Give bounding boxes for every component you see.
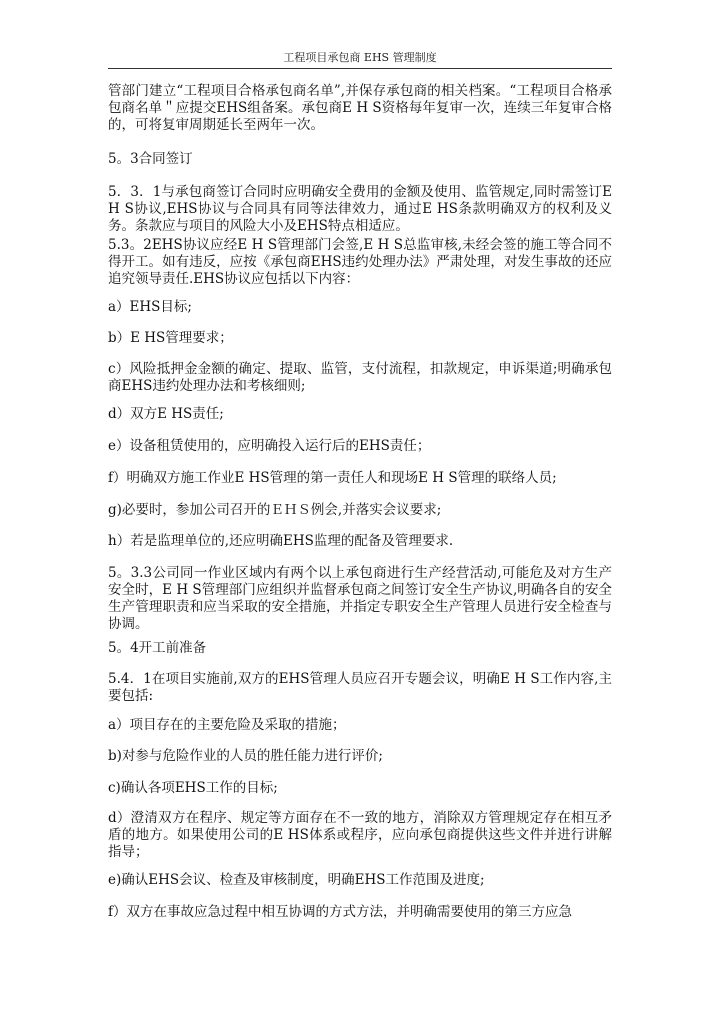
- list-item-f-emergency-coordination: f）双方在事故应急过程中相互协调的方式方法，并明确需要使用的第三方应急: [108, 904, 572, 920]
- list-item-e-equipment-leasing: e）设备租赁使用的，应明确投入运行后的EHS责任；: [108, 438, 431, 454]
- list-item-b-ehs-requirements: b）E HS管理要求；: [108, 330, 233, 346]
- page-header: 工程项目承包商 EHS 管理制度: [283, 51, 437, 64]
- paragraph-5-3-1: 5．3．1与承包商签订合同时应明确安全费用的金额及使用、监管规定,同时需签订E H S协议,EHS协议与合同具有同等法律效力，通过E HS条款明确双方的权利及义务。条款应与项目的风险大小及EHS特点相适应。: [108, 184, 612, 234]
- list-item-a-ehs-target: a）EHS目标;: [108, 299, 192, 315]
- paragraph-5-3-3: 5。3.3公司同一作业区域内有两个以上承包商进行生产经营活动,可能危及对方生产安全时，E H S管理部门应组织并监督承包商之间签订安全生产协议,明确各自的安全生产管理职责和应当采取的安全措施，并指定专职安全生产管理人员进行安全检查与协调。: [108, 565, 612, 632]
- paragraph-5-4-1: 5.4．1在项目实施前,双方的EHS管理人员应召开专题会议，明确E H S工作内容,主要包括:: [108, 671, 612, 704]
- list-item-c-risk-deposit: c）风险抵押金金额的确定、提取、监管，支付流程，扣款规定，申诉渠道;明确承包商EHS违约处理办法和考核细则;: [108, 361, 612, 394]
- list-item-h-supervision-unit: h）若是监理单位的,还应明确EHS监理的配备及管理要求.: [108, 533, 454, 549]
- header-divider: [108, 68, 612, 69]
- section-heading-5-3: 5。3合同签订: [108, 151, 193, 167]
- list-item-a-main-hazards: a）项目存在的主要危险及采取的措施；: [108, 717, 346, 733]
- section-heading-5-4: 5。4开工前准备: [108, 640, 207, 656]
- list-item-e-meeting-audit-system: e)确认EHS会议、检查及审核制度，明确EHS工作范围及进度;: [108, 872, 485, 888]
- paragraph-5-3-2: 5.3。2EHS协议应经E H S管理部门会签,E H S总监审核,未经会签的施工等合同不得开工。如有违反，应按《承包商EHS违约处理办法》严肃处理，对发生事故的还应追究领导责任.EHS协议应包括以下内容：: [108, 237, 612, 287]
- list-item-d-clarify-differences: d）澄清双方在程序、规定等方面存在不一致的地方，消除双方管理规定存在相互矛盾的地方。如果使用公司的E HS体系或程序，应向承包商提供这些文件并进行讲解指导；: [108, 810, 612, 860]
- list-item-d-ehs-responsibilities: d）双方E HS责任;: [108, 406, 224, 422]
- list-item-g-regular-meetings: g)必要时，参加公司召开的ＥＨＳ例会,并落实会议要求;: [108, 502, 442, 518]
- list-item-b-competency-evaluation: b)对参与危险作业的人员的胜任能力进行评价;: [108, 748, 383, 764]
- paragraph-qualified-contractor-list: 管部门建立“工程项目合格承包商名单”,并保存承包商的相关档案。“工程项目合格承包商名单＂应提交EHS组备案。承包商E H S资格每年复审一次，连续三年复审合格的，可将复审周期延长至两年一次。: [108, 83, 612, 133]
- list-item-f-responsible-persons: f）明确双方施工作业E HS管理的第一责任人和现场E H S管理的联络人员;: [108, 470, 557, 486]
- list-item-c-ehs-goals: c)确认各项EHS工作的目标;: [108, 780, 278, 796]
